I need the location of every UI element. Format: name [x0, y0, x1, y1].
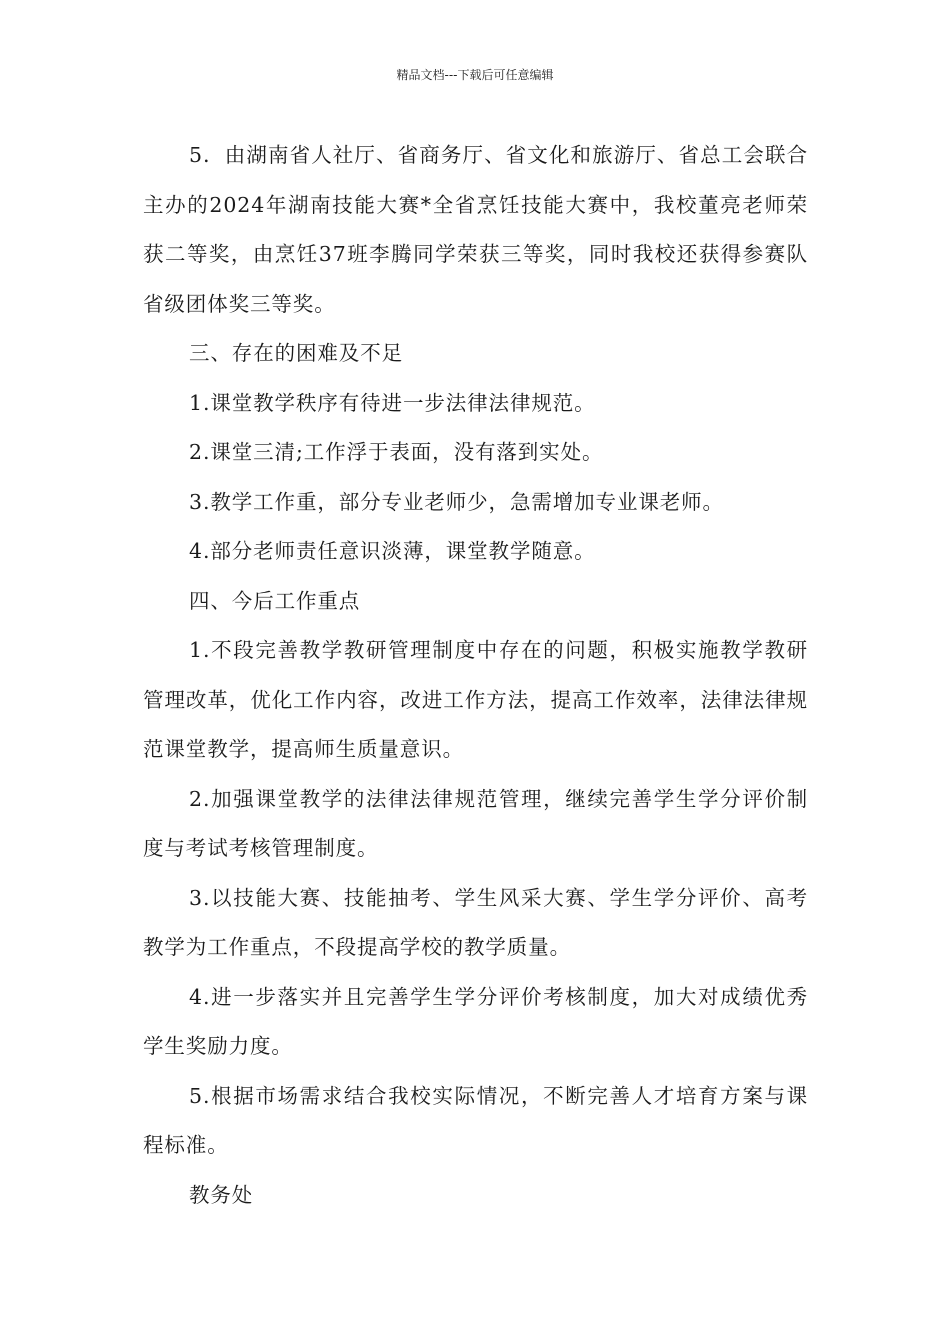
- page-header: 精品文档---下载后可任意编辑: [396, 68, 554, 82]
- signature-department: 教务处: [189, 1182, 254, 1207]
- paragraph-difficulty-4: 4.部分老师责任意识淡薄，课堂教学随意。: [189, 539, 596, 563]
- paragraph-future-1: 1.不段完善教学教研管理制度中存在的问题，积极实施教学教研管理改革，优化工作内容，改进工作方法，提高工作效率，法律法律规范课堂教学，提高师生质量意识。: [143, 638, 808, 761]
- paragraph-difficulty-2: 2.课堂三清;工作浮于表面，没有落到实处。: [189, 440, 604, 464]
- document-body: [143, 131, 808, 1220]
- paragraph-future-5: 5.根据市场需求结合我校实际情况，不断完善人才培育方案与课程标准。: [143, 1083, 808, 1157]
- paragraph-difficulty-3: 3.教学工作重，部分专业老师少，急需增加专业课老师。: [189, 489, 724, 514]
- section-heading-difficulties: 三、存在的困难及不足: [189, 341, 403, 365]
- paragraph-future-2: 2.加强课堂教学的法律法律规范管理，继续完善学生学分评价制度与考试考核管理制度。: [143, 786, 808, 860]
- paragraph-difficulty-1: 1.课堂教学秩序有待进一步法律法律规范。: [189, 390, 596, 415]
- paragraph-future-4: 4.进一步落实并且完善学生学分评价考核制度，加大对成绩优秀学生奖励力度。: [143, 984, 808, 1058]
- paragraph-award-5: 5．由湖南省人社厅、省商务厅、省文化和旅游厅、省总工会联合主办的2024年湖南技能大赛*全省烹饪技能大赛中，我校董亮老师荣获二等奖，由烹饪37班李腾同学荣获三等奖，同时我校还获得参赛队省级团体奖三等奖。: [143, 143, 808, 316]
- paragraph-future-3: 3.以技能大赛、技能抽考、学生风采大赛、学生学分评价、高考教学为工作重点，不段提高学校的教学质量。: [143, 885, 808, 959]
- section-heading-future-work: 四、今后工作重点: [189, 588, 361, 613]
